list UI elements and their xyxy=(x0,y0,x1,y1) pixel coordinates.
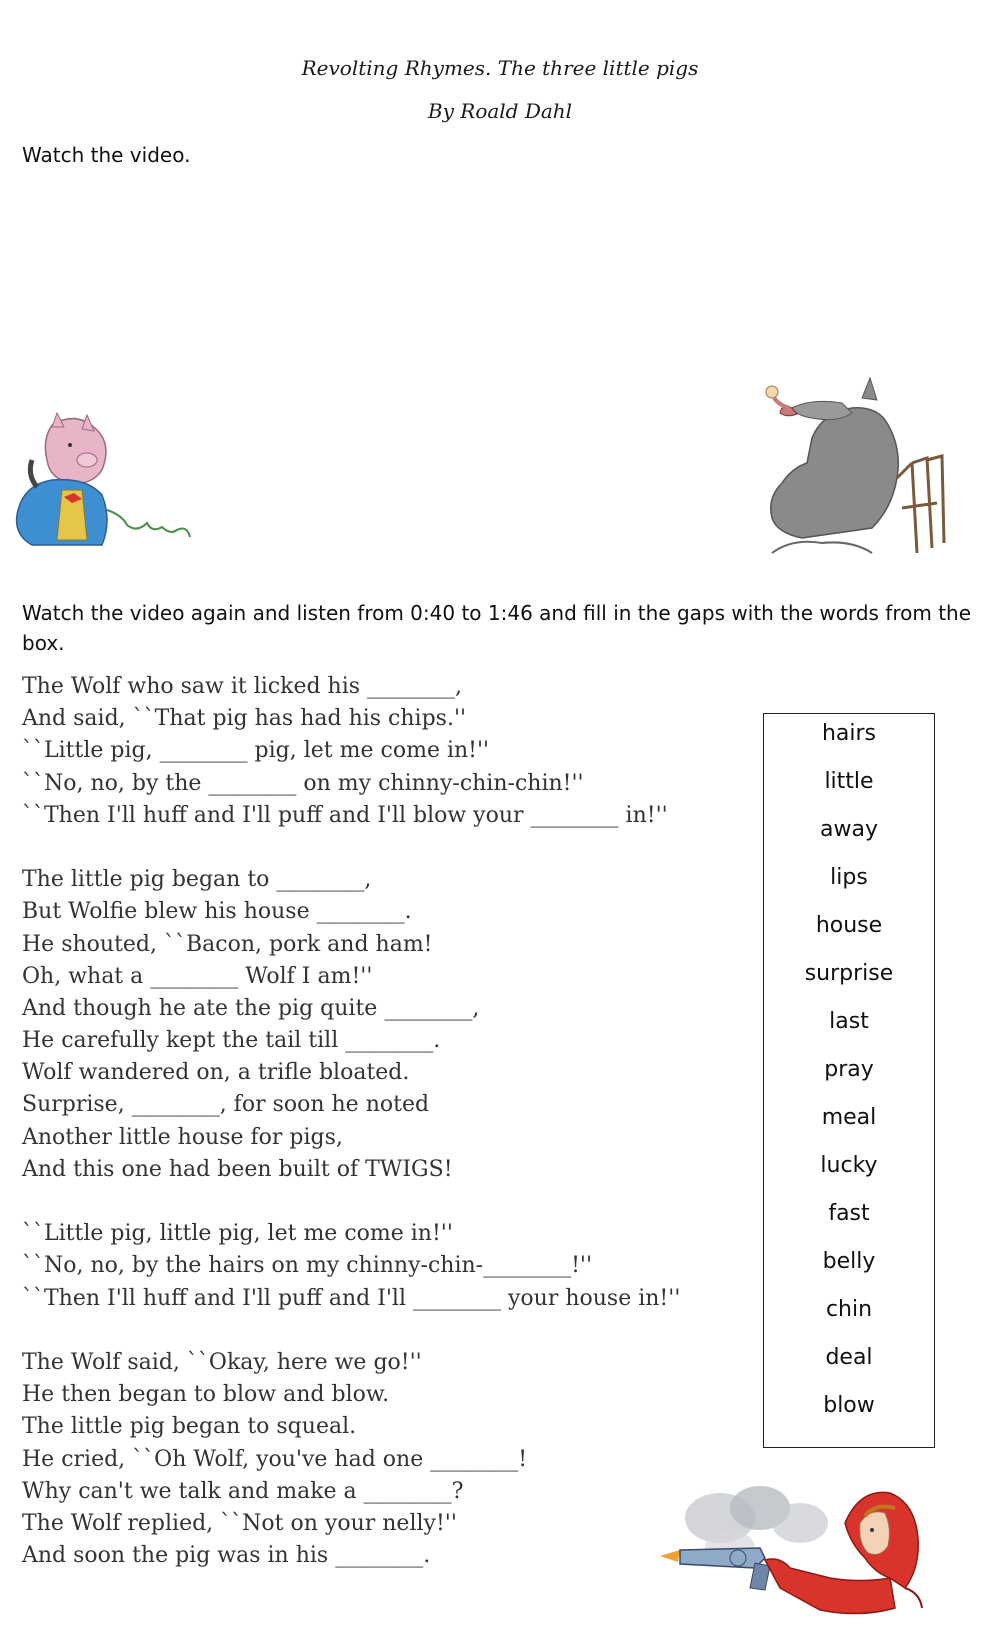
poem-line: The little pig began to squeal. xyxy=(22,1414,357,1440)
poem-line: The little pig began to ________, xyxy=(22,867,372,893)
word-option[interactable]: little xyxy=(824,769,874,794)
word-option[interactable]: last xyxy=(829,1009,869,1034)
word-box xyxy=(763,713,935,1448)
poem-line: And said, ``That pig has had his chips.'' xyxy=(22,706,467,732)
page-title: Revolting Rhymes. The three little pigs xyxy=(301,56,699,80)
word-option[interactable]: meal xyxy=(821,1105,877,1130)
poem-line: ``Little pig, ________ pig, let me come in!'' xyxy=(22,738,490,764)
stanza-3 xyxy=(22,1218,722,1315)
author-line: By Roald Dahl xyxy=(427,99,573,123)
word-option[interactable]: belly xyxy=(822,1249,876,1274)
word-option[interactable]: blow xyxy=(823,1393,875,1418)
word-option[interactable]: house xyxy=(815,913,883,938)
word-option[interactable]: pray xyxy=(824,1057,874,1082)
poem-line: He cried, ``Oh Wolf, you've had one ________! xyxy=(22,1446,528,1472)
poem-line: ``Then I'll huff and I'll puff and I'll ________ your house in!'' xyxy=(22,1285,681,1311)
poem-line: The Wolf said, ``Okay, here we go!'' xyxy=(22,1349,422,1375)
poem-line: Oh, what a ________ Wolf I am!'' xyxy=(22,963,373,989)
word-option[interactable]: surprise xyxy=(804,961,894,986)
poem-line: ``No, no, by the hairs on my chinny-chin-________!'' xyxy=(22,1253,593,1279)
poem-line: And soon the pig was in his ________. xyxy=(22,1543,431,1569)
poem-line: Why can't we talk and make a ________? xyxy=(22,1478,464,1504)
poem-line: And this one had been built of TWIGS! xyxy=(22,1156,453,1182)
stanza-spacer xyxy=(22,1186,722,1218)
poem-line: He shouted, ``Bacon, pork and ham! xyxy=(22,931,433,957)
word-option[interactable]: deal xyxy=(825,1345,873,1370)
pig-illustration xyxy=(2,405,197,555)
word-option[interactable]: away xyxy=(820,817,878,842)
poem-line: Wolf wandered on, a trifle bloated. xyxy=(22,1060,410,1086)
poem-line: Another little house for pigs, xyxy=(22,1124,343,1150)
poem-line: He carefully kept the tail till ________. xyxy=(22,1028,441,1054)
stanza-spacer xyxy=(22,1315,722,1347)
instruction-fill-gaps: Watch the video again and listen from 0:40 to 1:46 and fill in the gaps with the words from the box. xyxy=(22,601,972,655)
poem-line: ``No, no, by the ________ on my chinny-chin-chin!'' xyxy=(22,770,584,796)
word-option[interactable]: lucky xyxy=(820,1153,878,1178)
word-option[interactable]: fast xyxy=(828,1201,870,1226)
word-option[interactable]: hairs xyxy=(821,721,877,746)
poem-line: But Wolfie blew his house ________. xyxy=(22,899,412,925)
red-riding-hood-illustration xyxy=(660,1478,950,1628)
stanza-spacer xyxy=(22,832,722,864)
wolf-illustration xyxy=(752,368,977,568)
stanza-2 xyxy=(22,864,722,1186)
poem xyxy=(22,671,722,1572)
stanza-1 xyxy=(22,671,722,832)
poem-line: The Wolf who saw it licked his ________, xyxy=(22,674,463,699)
poem-line: ``Little pig, little pig, let me come in!'' xyxy=(22,1221,453,1247)
poem-line: Surprise, ________, for soon he noted xyxy=(22,1092,430,1118)
poem-line: He then began to blow and blow. xyxy=(22,1382,390,1408)
poem-line: And though he ate the pig quite ________, xyxy=(22,995,480,1021)
word-option[interactable]: chin xyxy=(825,1297,873,1322)
word-option[interactable]: lips xyxy=(830,865,868,890)
poem-line: ``Then I'll huff and I'll puff and I'll blow your ________ in!'' xyxy=(22,802,668,828)
poem-line: The Wolf replied, ``Not on your nelly!'' xyxy=(22,1510,457,1536)
instruction-watch: Watch the video. xyxy=(22,143,191,167)
stanza-4 xyxy=(22,1347,722,1572)
